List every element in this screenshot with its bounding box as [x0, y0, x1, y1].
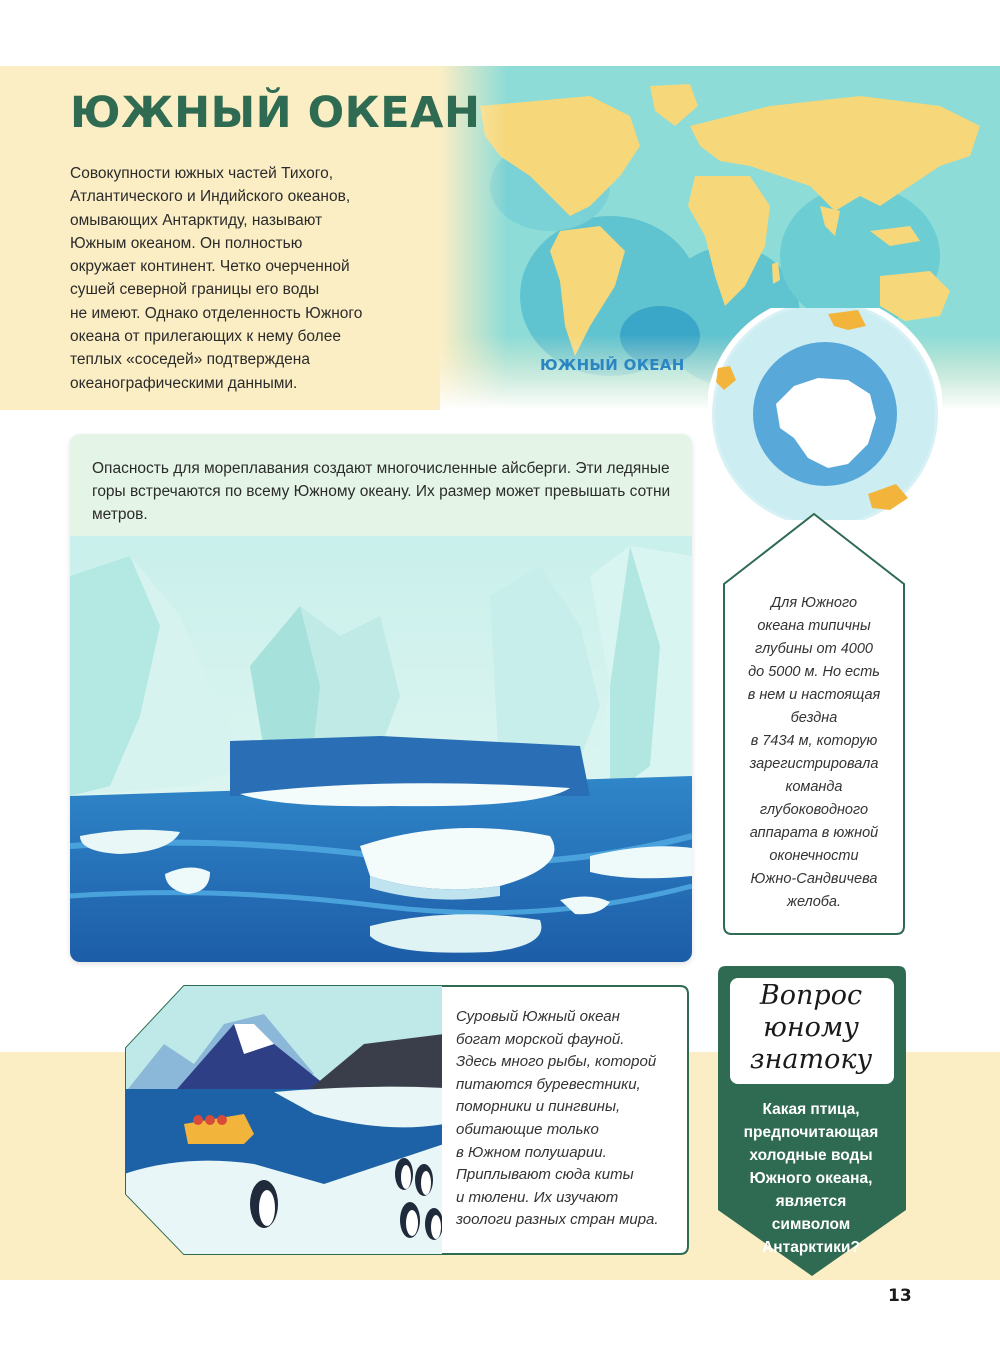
iceberg-illustration — [70, 536, 692, 962]
depth-fact-line: в 7434 м, которую — [750, 733, 878, 749]
intro-line: Совокупности южных частей Тихого, — [70, 165, 334, 182]
quiz-question-line: предпочитающая — [743, 1124, 879, 1141]
iceberg-line: Опасность для мореплавания создают многочисленные айсберги. Эти ледяные — [92, 460, 670, 477]
iceberg-card — [70, 434, 692, 962]
fauna-line: питаются буревестники, — [456, 1075, 641, 1093]
iceberg-paragraph — [92, 457, 682, 526]
depth-fact-line: глубоководного — [759, 802, 869, 818]
page-number: 13 — [888, 1286, 912, 1306]
antarctica-globe-illustration — [708, 308, 942, 520]
iceberg-line: метров. — [92, 506, 148, 523]
intro-line: омывающих Антарктиду, называют — [70, 211, 323, 229]
fauna-line: Приплывают сюда киты — [456, 1166, 634, 1184]
quiz-question — [736, 1098, 886, 1259]
depth-fact-line: глубины от 4000 — [755, 641, 873, 657]
depth-fact-line: океана типичны — [757, 618, 871, 634]
quiz-question-line: Южного океана, — [749, 1170, 873, 1187]
intro-line: теплых «соседей» подтверждена — [70, 351, 310, 369]
fauna-line: обитающие только — [456, 1120, 599, 1138]
fauna-line: Суровый Южный океан — [456, 1008, 620, 1025]
intro-paragraph — [70, 162, 400, 395]
fauna-line: зоологи разных стран мира. — [456, 1211, 659, 1229]
fauna-line: богат морской фауной. — [456, 1030, 625, 1048]
iceberg-line: горы встречаются по всему Южному океану. Их размер может превышать сотни — [92, 483, 671, 500]
quiz-question-line: символом — [771, 1216, 851, 1233]
quiz-question-line: Какая птица, — [762, 1101, 860, 1118]
quiz-question-line: Антарктики? — [762, 1239, 860, 1256]
fauna-line: и тюлени. Их изучают — [456, 1188, 619, 1206]
intro-line: не имеют. Однако отделенность Южного — [70, 304, 363, 322]
depth-fact-line: бездна — [790, 710, 838, 726]
page-title: ЮЖНЫЙ ОКЕАН — [70, 88, 481, 138]
depth-fact-line: аппарата в южной — [749, 825, 879, 841]
depth-fact-text — [736, 592, 892, 914]
depth-fact-line: в нем и настоящая — [747, 687, 881, 703]
intro-line: океанографическими данными. — [70, 374, 298, 392]
depth-fact-line: желоба. — [786, 894, 842, 910]
intro-line: сушей северной границы его воды — [70, 281, 320, 299]
fauna-line: поморники и пингвины, — [456, 1098, 621, 1116]
intro-line: океана от прилегающих к нему более — [70, 328, 341, 346]
quiz-heading-line: знатоку — [749, 1044, 873, 1075]
depth-fact-line: до 5000 м. Но есть — [748, 664, 880, 680]
depth-fact-line: оконечности — [769, 848, 859, 864]
depth-fact-line: зарегистрировала — [749, 756, 879, 772]
fauna-line: Здесь много рыбы, которой — [456, 1053, 657, 1071]
antarctica-globe — [708, 308, 942, 520]
intro-line: Атлантического и Индийского океанов, — [70, 188, 351, 206]
quiz-heading-line: юному — [763, 1012, 859, 1043]
fauna-line: в Южном полушарии. — [456, 1143, 607, 1161]
quiz-heading — [736, 980, 886, 1076]
quiz-question-line: является — [775, 1193, 847, 1210]
map-ocean-label: ЮЖНЫЙ ОКЕАН — [540, 356, 685, 374]
fauna-paragraph — [456, 1006, 676, 1232]
depth-fact-line: Южно-Сандвичева — [750, 871, 878, 887]
intro-line: Южным океаном. Он полностью — [70, 234, 303, 252]
quiz-heading-line: Вопрос — [759, 980, 863, 1011]
intro-line: окружает континент. Четко очерченной — [70, 258, 350, 276]
iceberg-scene-svg — [70, 536, 692, 962]
quiz-question-line: холодные воды — [749, 1147, 873, 1164]
depth-fact-line: команда — [785, 779, 843, 795]
depth-fact-line: Для Южного — [770, 595, 858, 611]
